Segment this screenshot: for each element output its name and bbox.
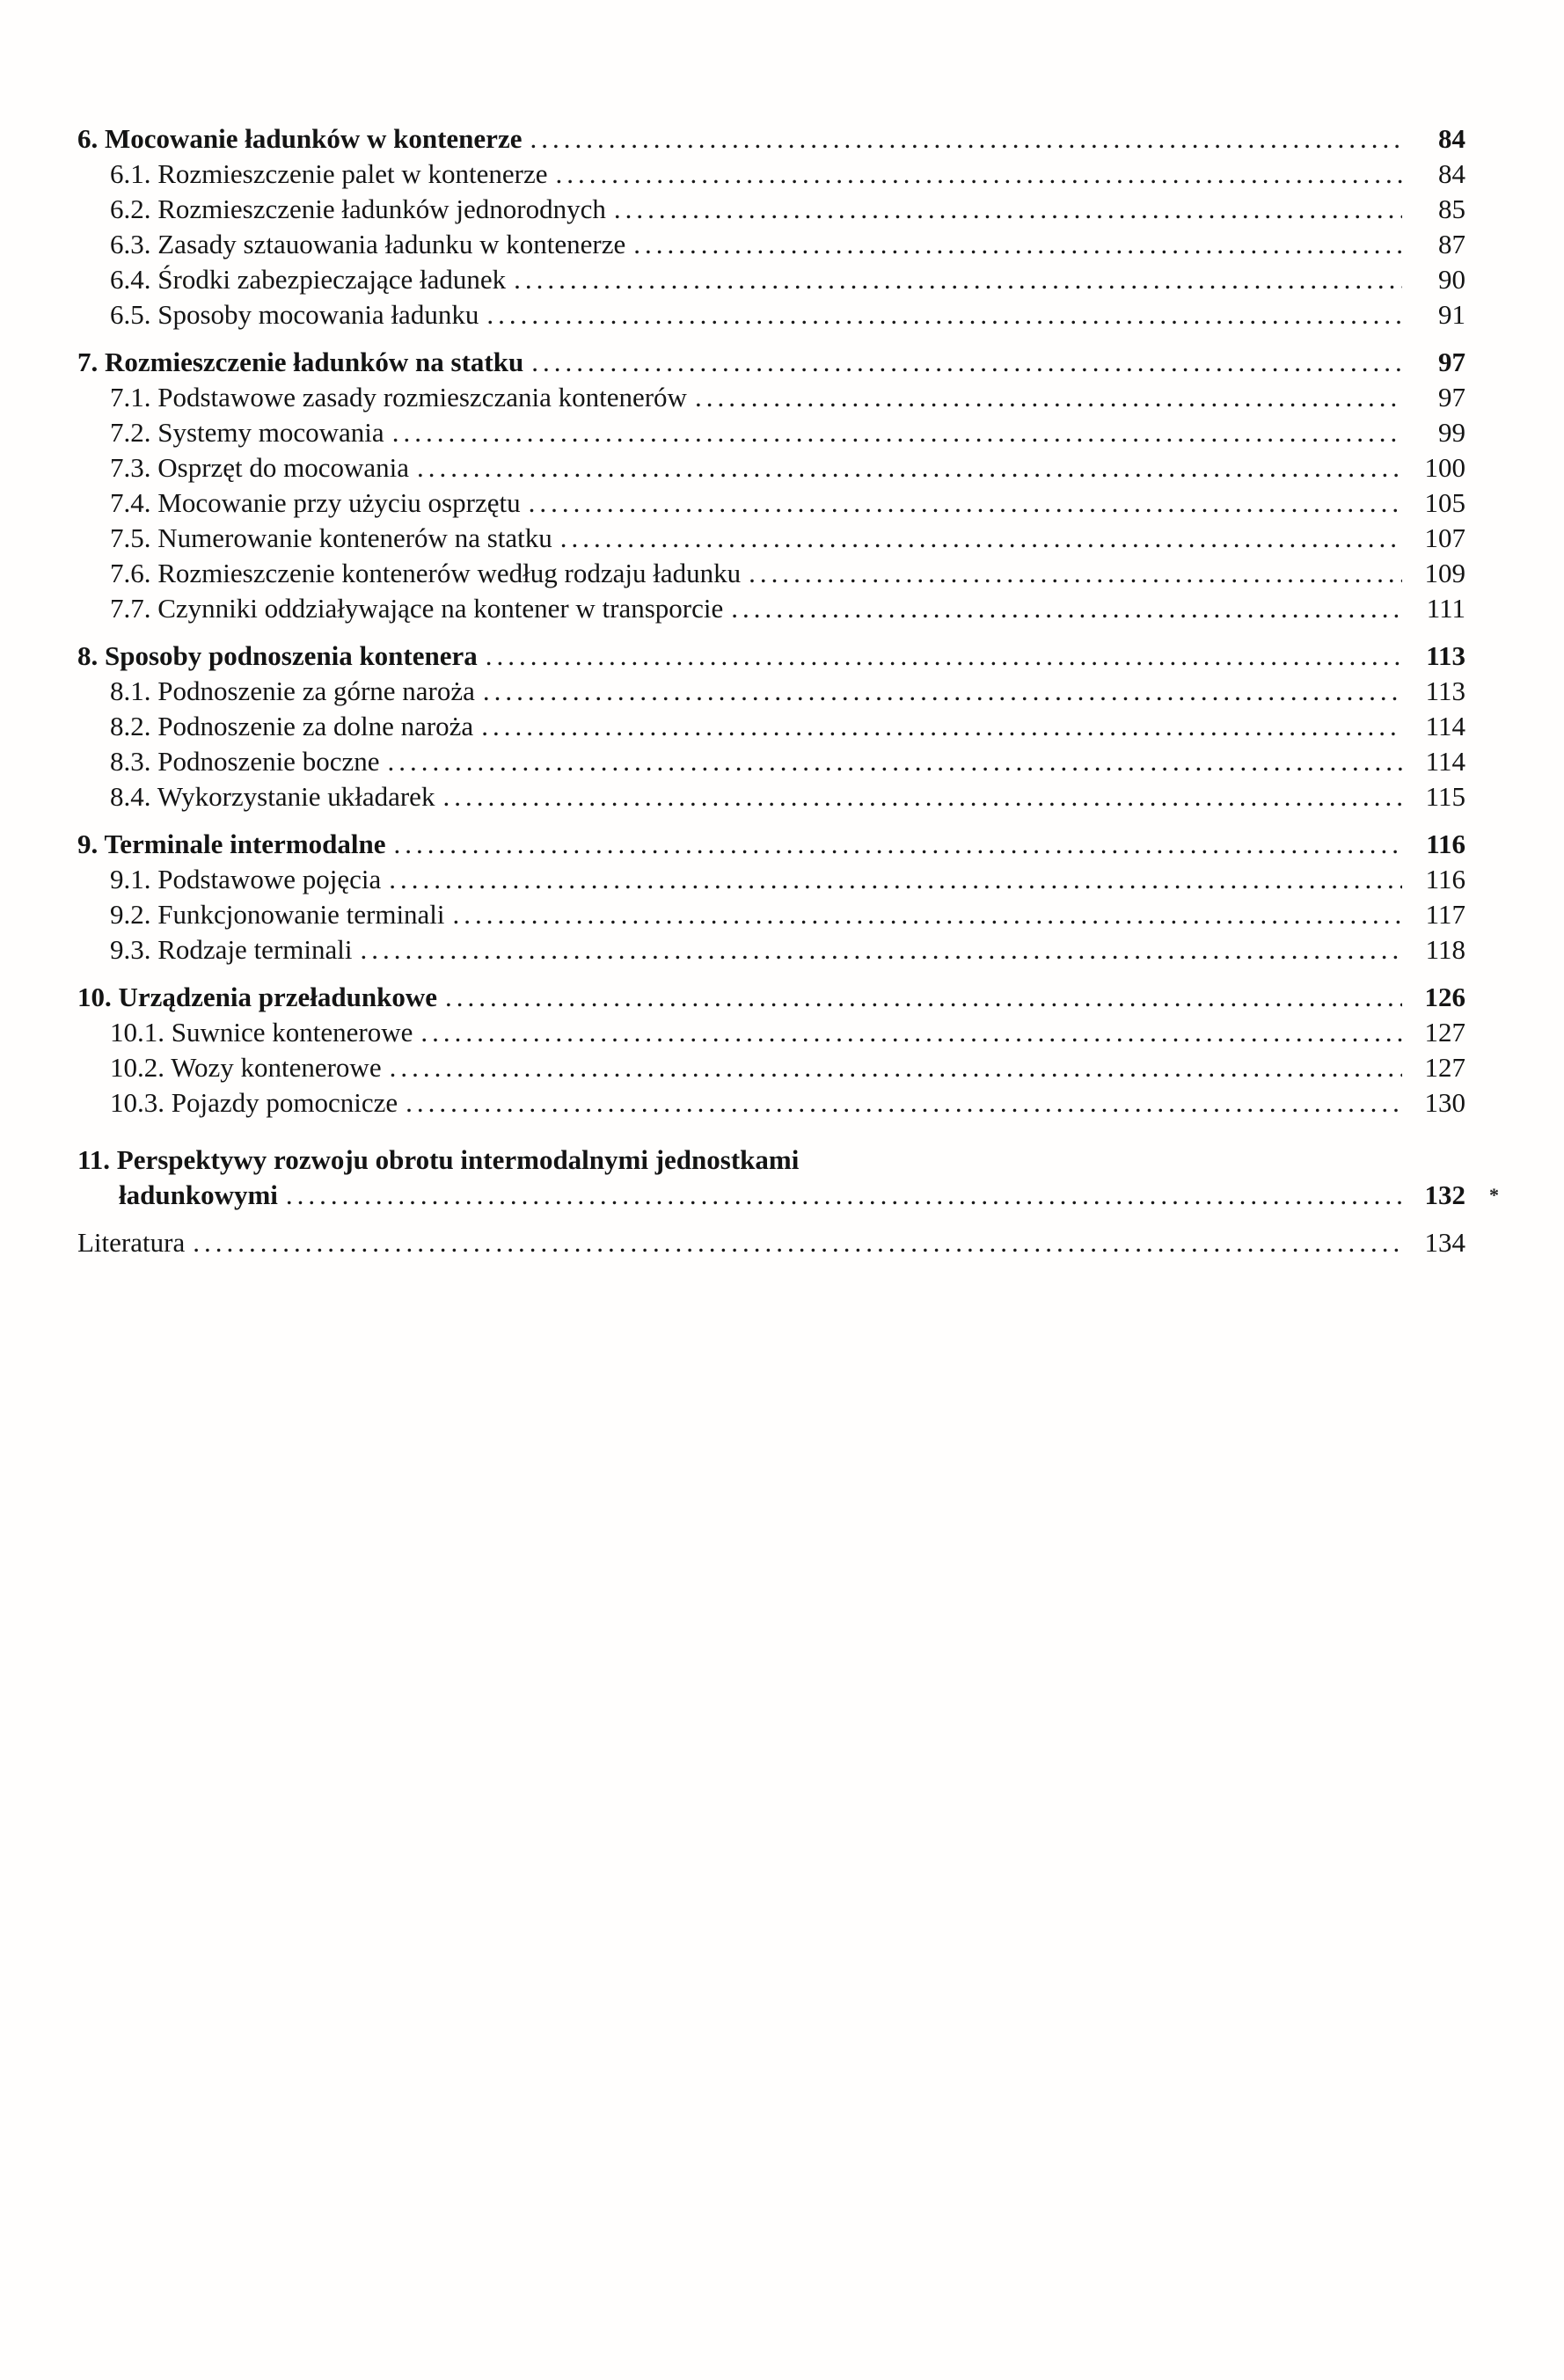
dot-leader <box>731 592 1402 624</box>
dot-leader <box>420 1016 1402 1048</box>
toc-entry <box>77 346 1465 378</box>
toc-page-number: 115 <box>1425 781 1465 812</box>
toc-entry <box>77 1179 1499 1211</box>
toc-page-number: 90 <box>1438 264 1465 295</box>
toc-page-number: 127 <box>1424 1017 1465 1048</box>
dot-leader <box>486 298 1402 331</box>
dot-leader <box>529 486 1402 519</box>
toc-page-number: 114 <box>1425 711 1465 741</box>
toc-page-number: 127 <box>1424 1052 1465 1083</box>
toc-entry-label: 8.4. Wykorzystanie układarek <box>110 781 435 812</box>
toc-page-number: 105 <box>1424 487 1465 518</box>
toc-page-number: 116 <box>1426 829 1465 859</box>
dot-leader <box>360 933 1402 966</box>
toc-entry <box>77 451 1465 484</box>
toc-entry <box>77 522 1465 554</box>
toc-entry-label: 7.5. Numerowanie kontenerów na statku <box>110 522 552 553</box>
stray-mark: * <box>1489 1184 1499 1206</box>
dot-leader <box>193 1226 1402 1259</box>
toc-entry-label: 10. Urządzenia przeładunkowe <box>77 982 438 1012</box>
toc-entry <box>77 1226 1465 1259</box>
dot-leader <box>560 522 1402 554</box>
toc-page-number: 130 <box>1424 1087 1465 1118</box>
toc-page-number: 91 <box>1438 299 1465 330</box>
toc-entry <box>77 1086 1465 1119</box>
dot-leader <box>390 1051 1402 1084</box>
toc-entry <box>77 1143 1465 1176</box>
toc-entry-label: Literatura <box>77 1227 186 1258</box>
toc-entry <box>77 193 1465 225</box>
toc-page-number: 97 <box>1438 382 1465 412</box>
toc-entry-label: 6.4. Środki zabezpieczające ładunek <box>110 264 507 295</box>
toc-entry <box>77 486 1465 519</box>
toc-entry <box>77 298 1465 331</box>
dot-leader <box>481 710 1402 742</box>
toc-page-number: 117 <box>1425 899 1465 930</box>
toc-entry <box>77 263 1465 296</box>
toc-page-number: 84 <box>1438 123 1465 154</box>
toc-page-number: 126 <box>1424 982 1465 1012</box>
toc-entry-label: 7.1. Podstawowe zasady rozmieszczania kontenerów <box>110 382 687 412</box>
toc-entry-label: 6. Mocowanie ładunków w kontenerze <box>77 123 523 154</box>
toc-entry <box>77 639 1465 672</box>
toc-entry <box>77 780 1465 813</box>
dot-leader <box>417 451 1402 484</box>
dot-leader <box>286 1179 1402 1211</box>
dot-leader <box>695 381 1402 413</box>
dot-leader <box>483 675 1402 707</box>
toc-entry-label: 9.2. Funkcjonowanie terminali <box>110 899 445 930</box>
toc-page-number: 132 <box>1424 1179 1465 1210</box>
toc-page-number: 99 <box>1438 417 1465 448</box>
toc-entry <box>77 745 1465 778</box>
toc-page-number: 113 <box>1426 640 1465 671</box>
dot-leader <box>749 557 1402 589</box>
toc-entry <box>77 122 1465 155</box>
toc-entry-label: 6.1. Rozmieszczenie palet w kontenerze <box>110 158 548 189</box>
toc-entry <box>77 1016 1465 1048</box>
toc-entry <box>77 863 1465 895</box>
toc-entry-label: 7.7. Czynniki oddziaływające na kontener w transporcie <box>110 593 724 624</box>
toc-entry <box>77 828 1465 860</box>
toc-entry <box>77 381 1465 413</box>
dot-leader <box>556 157 1403 190</box>
toc-entry <box>77 710 1465 742</box>
dot-leader <box>453 898 1402 931</box>
toc-entry-label: 10.2. Wozy kontenerowe <box>110 1052 382 1083</box>
toc-page-number: 109 <box>1424 558 1465 588</box>
toc-entry-label: 10.1. Suwnice kontenerowe <box>110 1017 413 1048</box>
toc-page-number: 84 <box>1438 158 1465 189</box>
dot-leader <box>614 193 1402 225</box>
dot-leader <box>389 863 1402 895</box>
toc-entry-label: 8.1. Podnoszenie za górne naroża <box>110 675 475 706</box>
toc-entry-label: 8.2. Podnoszenie za dolne naroża <box>110 711 474 741</box>
toc-page-number: 118 <box>1425 934 1465 965</box>
toc-page-number: 114 <box>1425 746 1465 777</box>
toc-entry-label: 7.6. Rozmieszczenie kontenerów według rodzaju ładunku <box>110 558 742 588</box>
toc-entry-label: 7.3. Osprzęt do mocowania <box>110 452 410 483</box>
toc-entry-label: 10.3. Pojazdy pomocnicze <box>110 1087 398 1118</box>
toc-entry-label: 6.3. Zasady sztauowania ładunku w kontenerze <box>110 229 626 259</box>
toc-page-number: 107 <box>1424 522 1465 553</box>
toc-entry-label: 11. Perspektywy rozwoju obrotu intermodalnymi jednostkami <box>77 1144 800 1175</box>
toc-entry-label: 8.3. Podnoszenie boczne <box>110 746 380 777</box>
dot-leader <box>514 263 1402 296</box>
toc-page-number: 85 <box>1438 193 1465 224</box>
toc-entry <box>77 416 1465 449</box>
toc-entry <box>77 1051 1465 1084</box>
dot-leader <box>442 780 1402 813</box>
toc-entry-label: 8. Sposoby podnoszenia kontenera <box>77 640 478 671</box>
toc-entry <box>77 675 1465 707</box>
dot-leader <box>531 346 1402 378</box>
toc-entry-label: 6.2. Rozmieszczenie ładunków jednorodnych <box>110 193 606 224</box>
toc-page-number: 134 <box>1424 1227 1465 1258</box>
toc-entry-label: 9.3. Rodzaje terminali <box>110 934 353 965</box>
toc-entry <box>77 228 1465 260</box>
toc-page-number: 111 <box>1426 593 1465 624</box>
toc-entry-label: 9. Terminale intermodalne <box>77 829 386 859</box>
toc-entry <box>77 933 1465 966</box>
dot-leader <box>406 1086 1402 1119</box>
toc-entry-label: 7.2. Systemy mocowania <box>110 417 384 448</box>
toc-entry <box>77 592 1465 624</box>
dot-leader <box>486 639 1402 672</box>
toc-entry <box>77 981 1465 1013</box>
toc-entry-label: 9.1. Podstawowe pojęcia <box>110 864 382 894</box>
dot-leader <box>393 828 1402 860</box>
dot-leader <box>530 122 1402 155</box>
toc-list <box>77 122 1499 1259</box>
toc-page-number: 87 <box>1438 229 1465 259</box>
toc-entry <box>77 557 1465 589</box>
dot-leader <box>392 416 1402 449</box>
toc-entry <box>77 898 1465 931</box>
dot-leader <box>633 228 1402 260</box>
toc-entry-label: 7. Rozmieszczenie ładunków na statku <box>77 347 524 377</box>
toc-entry <box>77 157 1465 190</box>
toc-page-number: 113 <box>1425 675 1465 706</box>
toc-entry-label: 7.4. Mocowanie przy użyciu osprzętu <box>110 487 521 518</box>
toc-entry-continuation: ładunkowymi <box>119 1179 278 1210</box>
toc-page-number: 100 <box>1424 452 1465 483</box>
dot-leader <box>445 981 1402 1013</box>
toc-page-number: 97 <box>1438 347 1465 377</box>
dot-leader <box>387 745 1402 778</box>
toc-page-number: 116 <box>1425 864 1465 894</box>
toc-entry-label: 6.5. Sposoby mocowania ładunku <box>110 299 479 330</box>
